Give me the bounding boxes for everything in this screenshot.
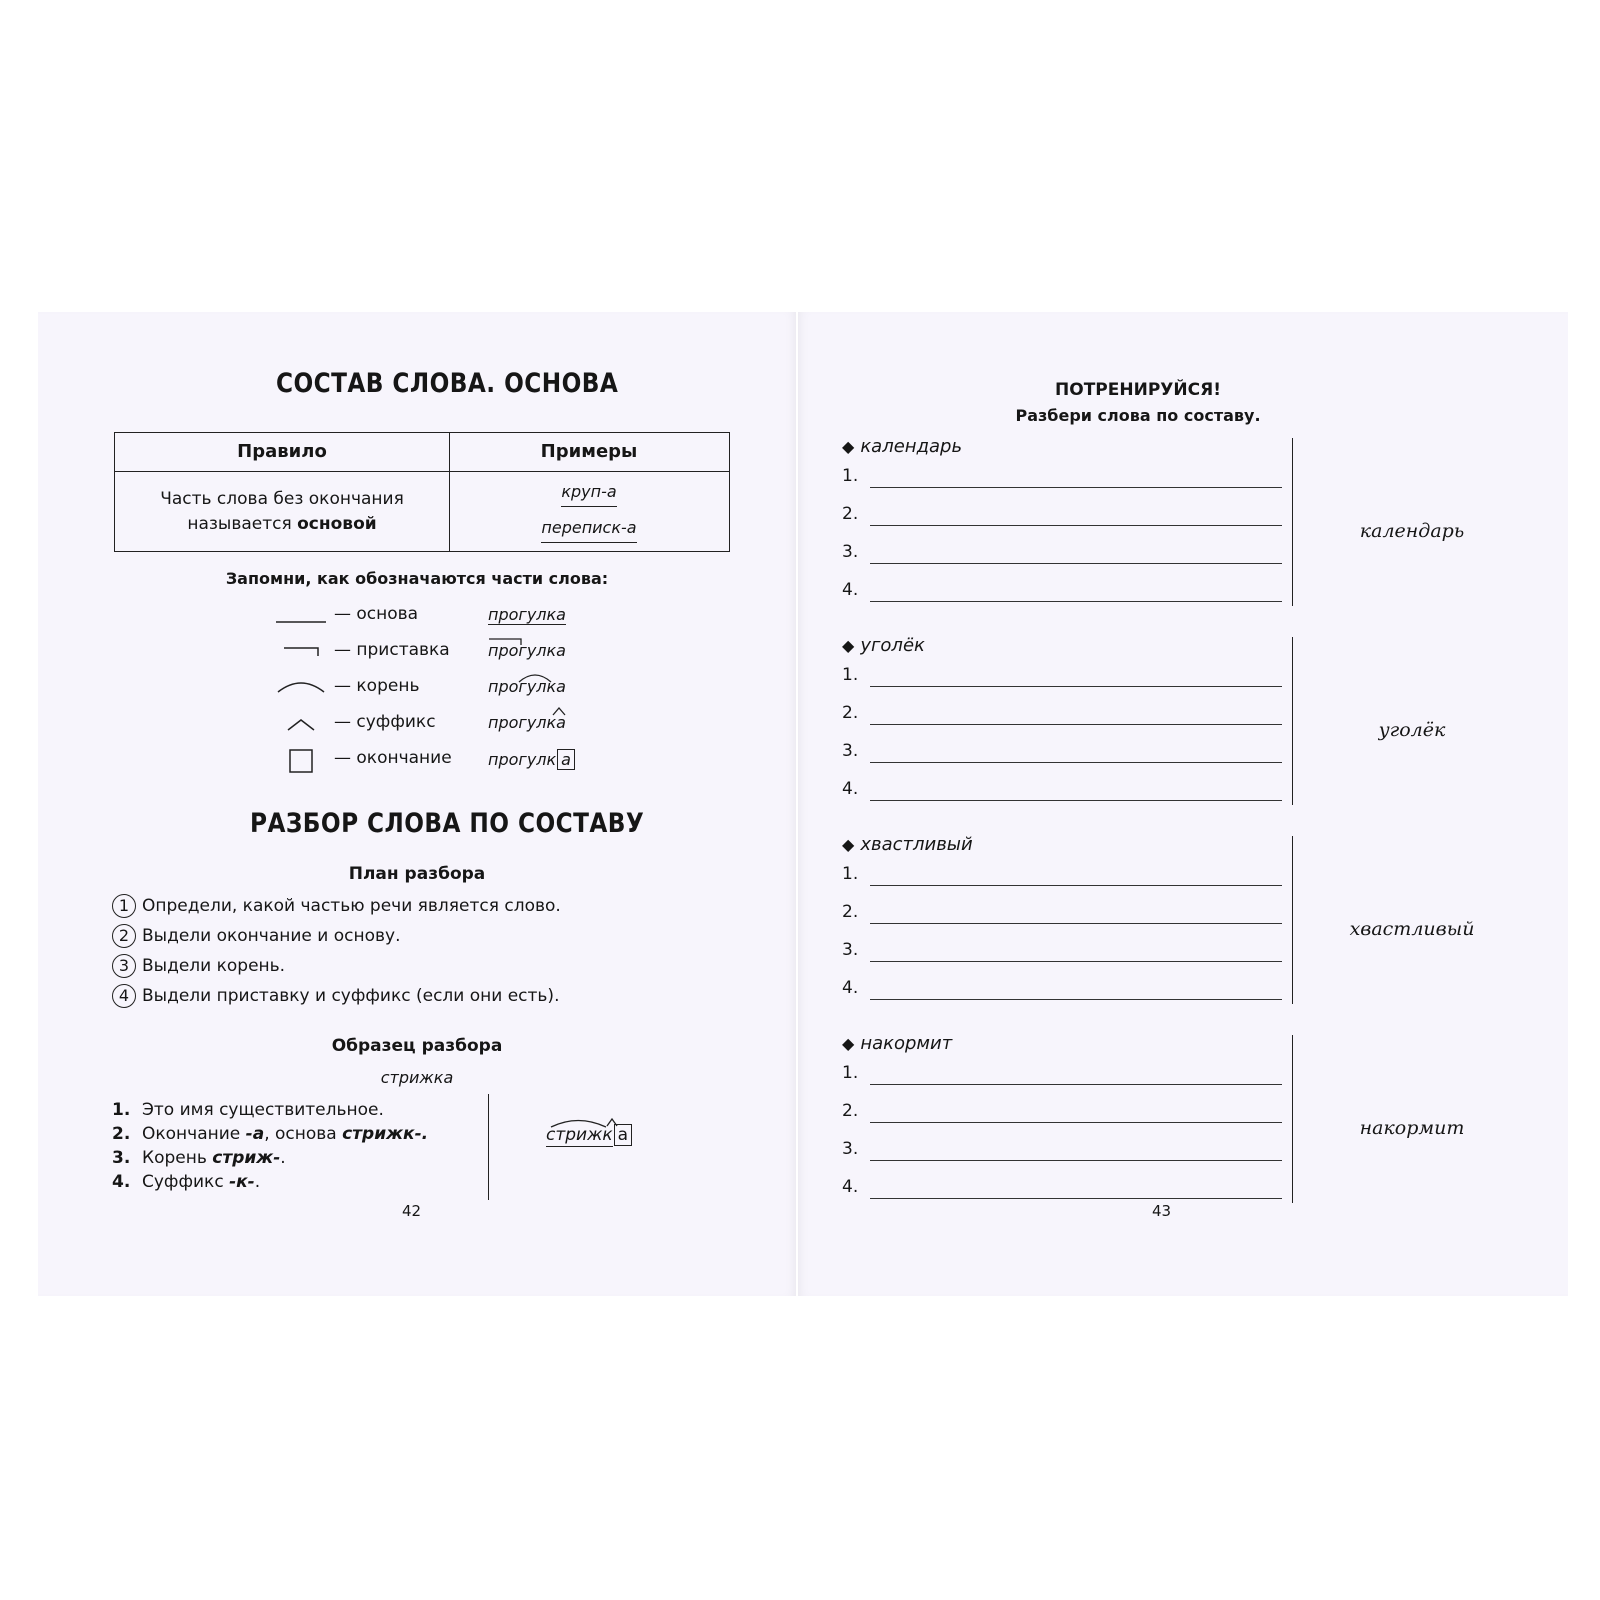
answer-line[interactable] [842, 665, 1282, 691]
base-underline-icon [274, 602, 328, 630]
legend-example: прогулка [488, 713, 566, 732]
suffix-caret-icon [274, 710, 328, 738]
sample-title: Образец разбора [331, 1036, 503, 1056]
legend-example: прогулка [488, 677, 566, 696]
rule-text-line1: Часть слова без окончания [160, 489, 404, 509]
answer-underline [870, 1198, 1282, 1199]
sample-parsed-word [546, 1124, 632, 1146]
answer-underline [870, 923, 1282, 924]
answer-underline [870, 563, 1282, 564]
ending-box-icon [274, 746, 328, 774]
column-divider [1292, 1035, 1293, 1203]
answer-line[interactable] [842, 1139, 1282, 1165]
sample-item-suffix: -к- [229, 1172, 255, 1192]
prefix-mark [488, 636, 524, 646]
line-number: 4. [842, 580, 859, 600]
answer-underline [870, 762, 1282, 763]
sample-item-text: Суффикс [142, 1172, 230, 1192]
handwritten-word: накормит [1359, 1117, 1465, 1139]
exercise-block [842, 635, 1532, 815]
column-divider [1292, 637, 1293, 805]
sample-item-number: 4. [112, 1172, 131, 1192]
practice-title: ПОТРЕНИРУЙСЯ! [1055, 380, 1221, 400]
answer-line[interactable] [842, 864, 1282, 890]
sample-item-number: 1. [112, 1100, 131, 1120]
plan-item-text: Выдели приставку и суффикс (если они есть). [142, 986, 560, 1006]
answer-underline [870, 885, 1282, 886]
line-number: 1. [842, 665, 859, 685]
legend-label: — суффикс [334, 712, 436, 732]
sample-item-text: . [254, 1172, 261, 1192]
sample-item-ending: -а [245, 1124, 265, 1144]
answer-underline [870, 1122, 1282, 1123]
sample-root-mark [550, 1116, 618, 1128]
exercise-word [842, 834, 973, 855]
left-page [38, 312, 796, 1296]
step-number-icon: 2 [112, 924, 136, 948]
sample-item-stem: стрижк-. [342, 1124, 429, 1144]
sample-item-number: 2. [112, 1124, 131, 1144]
answer-underline [870, 487, 1282, 488]
sample-parsed-stem: стрижк [546, 1125, 613, 1145]
legend-example-ending: а [557, 749, 575, 770]
answer-underline [870, 1084, 1282, 1085]
line-number: 4. [842, 1177, 859, 1197]
suffix-mark [552, 706, 566, 716]
sample-item [112, 1124, 428, 1144]
plan-item-text: Выдели корень. [142, 956, 286, 976]
answer-line[interactable] [842, 779, 1282, 805]
answer-line[interactable] [842, 504, 1282, 530]
answer-line[interactable] [842, 902, 1282, 928]
example-2 [541, 515, 636, 543]
answer-line[interactable] [842, 1101, 1282, 1127]
column-divider [1292, 438, 1293, 606]
answer-line[interactable] [842, 542, 1282, 568]
table-rule-cell [115, 487, 449, 537]
table-examples-cell [449, 479, 729, 543]
exercise-word-text: уголёк [860, 635, 925, 656]
sample-item [112, 1172, 260, 1192]
prefix-bracket-icon [274, 638, 328, 666]
line-number: 3. [842, 542, 859, 562]
exercise-word [842, 1033, 952, 1054]
root-mark [518, 671, 552, 683]
exercise-word [842, 635, 925, 656]
answer-line[interactable] [842, 466, 1282, 492]
legend-example: прогулка [488, 605, 566, 624]
answer-line[interactable] [842, 741, 1282, 767]
answer-underline [870, 686, 1282, 687]
example-1 [561, 479, 616, 507]
handwritten-word: хвастливый [1349, 918, 1475, 940]
line-number: 2. [842, 703, 859, 723]
answer-underline [870, 1160, 1282, 1161]
rule-text-prefix: называется [187, 514, 298, 534]
line-number: 3. [842, 1139, 859, 1159]
answer-line[interactable] [842, 1177, 1282, 1203]
column-divider [1292, 836, 1293, 1004]
table-header-rule: Правило [237, 441, 327, 462]
example-1-text: круп-а [561, 482, 617, 501]
answer-underline [870, 999, 1282, 1000]
diamond-bullet-icon: ◆ [842, 636, 855, 655]
sample-item-text: . [280, 1148, 286, 1168]
sample-item-number: 3. [112, 1148, 131, 1168]
sample-divider [488, 1094, 489, 1200]
step-number-icon: 1 [112, 894, 136, 918]
line-number: 4. [842, 978, 859, 998]
legend-label: — основа [334, 604, 419, 624]
plan-item-text: Определи, какой частью речи является слово. [142, 896, 561, 916]
exercise-block [842, 436, 1532, 616]
rule-table [114, 432, 730, 552]
plan-item [112, 984, 559, 1010]
line-number: 2. [842, 902, 859, 922]
diamond-bullet-icon: ◆ [842, 437, 855, 456]
exercise-word-text: календарь [860, 436, 963, 457]
right-page [798, 312, 1568, 1296]
table-header-divider [115, 471, 729, 472]
sample-item [112, 1148, 286, 1168]
diamond-bullet-icon: ◆ [842, 835, 855, 854]
page-number: 42 [402, 1202, 422, 1220]
answer-underline [870, 601, 1282, 602]
plan-title: План разбора [348, 864, 486, 884]
line-number: 1. [842, 466, 859, 486]
sample-item-text: Корень [142, 1148, 213, 1168]
handwritten-word: календарь [1359, 520, 1465, 542]
answer-line[interactable] [842, 580, 1282, 606]
table-header-examples: Примеры [540, 441, 638, 462]
remember-title: Запомни, как обозначаются части слова: [225, 569, 609, 588]
exercise-word [842, 436, 962, 457]
exercise-word-text: накормит [860, 1033, 953, 1054]
line-number: 3. [842, 940, 859, 960]
exercise-word-text: хвастливый [860, 834, 973, 855]
page-title: СОСТАВ СЛОВА. ОСНОВА [276, 368, 619, 399]
handwritten-word: уголёк [1378, 719, 1446, 741]
legend-example [488, 749, 575, 770]
exercise-block [842, 1033, 1532, 1213]
sample-parsed-ending: а [614, 1124, 632, 1146]
plan-item [112, 954, 285, 980]
line-number: 2. [842, 504, 859, 524]
step-number-icon: 3 [112, 954, 136, 978]
line-number: 1. [842, 864, 859, 884]
answer-line[interactable] [842, 940, 1282, 966]
rule-text-line2 [115, 512, 449, 537]
page-number: 43 [1152, 1202, 1172, 1220]
rule-text-bold: основой [297, 514, 377, 534]
example-2-text: переписк-а [541, 518, 637, 537]
diamond-bullet-icon: ◆ [842, 1034, 855, 1053]
sample-item-text: , основа [264, 1124, 343, 1144]
legend-label: — окончание [334, 748, 452, 768]
sample-item-text: Окончание [142, 1124, 246, 1144]
practice-subtitle: Разбери слова по составу. [1015, 406, 1261, 425]
sample-item [112, 1100, 384, 1120]
exercise-block [842, 834, 1532, 1014]
section-title: РАЗБОР СЛОВА ПО СОСТАВУ [250, 808, 645, 839]
root-arc-icon [274, 674, 328, 702]
sample-word: стрижка [380, 1068, 454, 1087]
plan-item-text: Выдели окончание и основу. [142, 926, 401, 946]
step-number-icon: 4 [112, 984, 136, 1008]
line-number: 4. [842, 779, 859, 799]
plan-item [112, 894, 561, 920]
line-number: 1. [842, 1063, 859, 1083]
legend-example-stem: прогулк [488, 750, 557, 769]
answer-underline [870, 525, 1282, 526]
line-number: 3. [842, 741, 859, 761]
sample-item-text: Это имя существительное. [142, 1100, 384, 1120]
line-number: 2. [842, 1101, 859, 1121]
sample-item-root: стриж- [212, 1148, 281, 1168]
answer-underline [870, 961, 1282, 962]
answer-line[interactable] [842, 1063, 1282, 1089]
plan-item [112, 924, 401, 950]
answer-underline [870, 800, 1282, 801]
answer-underline [870, 724, 1282, 725]
answer-line[interactable] [842, 978, 1282, 1004]
answer-line[interactable] [842, 703, 1282, 729]
legend-label: — приставка [334, 640, 450, 660]
legend-label: — корень [334, 676, 420, 696]
legend-example: прогулка [488, 641, 566, 660]
